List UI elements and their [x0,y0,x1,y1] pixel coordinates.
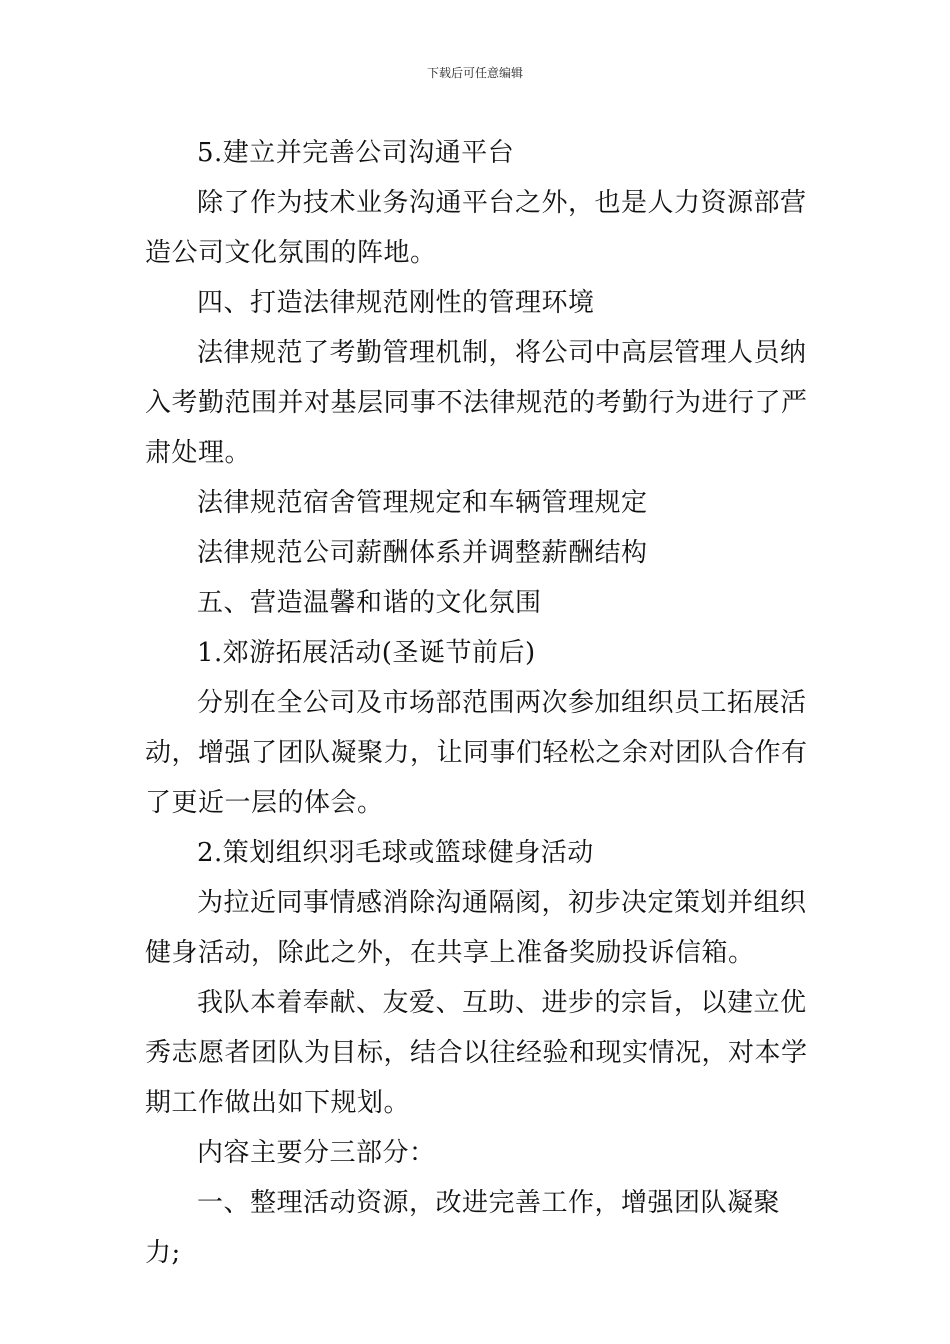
body-paragraph: 我队本着奉献、友爱、互助、进步的宗旨，以建立优秀志愿者团队为目标，结合以往经验和现实情况，对本学期工作做出如下规划。 [145,988,808,1118]
body-paragraph: 法律规范宿舍管理规定和车辆管理规定 [197,488,648,518]
body-paragraph: 一、整理活动资源，改进完善工作，增强团队凝聚力; [145,1188,781,1268]
section-heading: 四、打造法律规范刚性的管理环境 [197,288,595,318]
body-paragraph: 除了作为技术业务沟通平台之外，也是人力资源部营造公司文化氛围的阵地。 [145,188,807,268]
section-heading: 5.建立并完善公司沟通平台 [197,138,515,168]
section-heading: 2.策划组织羽毛球或篮球健身活动 [197,838,594,868]
body-paragraph: 内容主要分三部分： [197,1138,436,1168]
section-heading: 五、营造温馨和谐的文化氛围 [197,588,542,618]
section-heading: 1.郊游拓展活动(圣诞节前后) [197,638,536,668]
body-paragraph: 分别在全公司及市场部范围两次参加组织员工拓展活动，增强了团队凝聚力，让同事们轻松之余对团队合作有了更近一层的体会。 [145,688,808,818]
document-body [145,128,810,1278]
body-paragraph: 为拉近同事情感消除沟通隔阂，初步决定策划并组织健身活动，除此之外，在共享上准备奖励投诉信箱。 [145,888,807,968]
page-header: 下载后可任意编辑 [426,66,523,80]
body-paragraph: 法律规范公司薪酬体系并调整薪酬结构 [197,538,648,568]
body-paragraph: 法律规范了考勤管理机制，将公司中高层管理人员纳入考勤范围并对基层同事不法律规范的考勤行为进行了严肃处理。 [145,338,808,468]
